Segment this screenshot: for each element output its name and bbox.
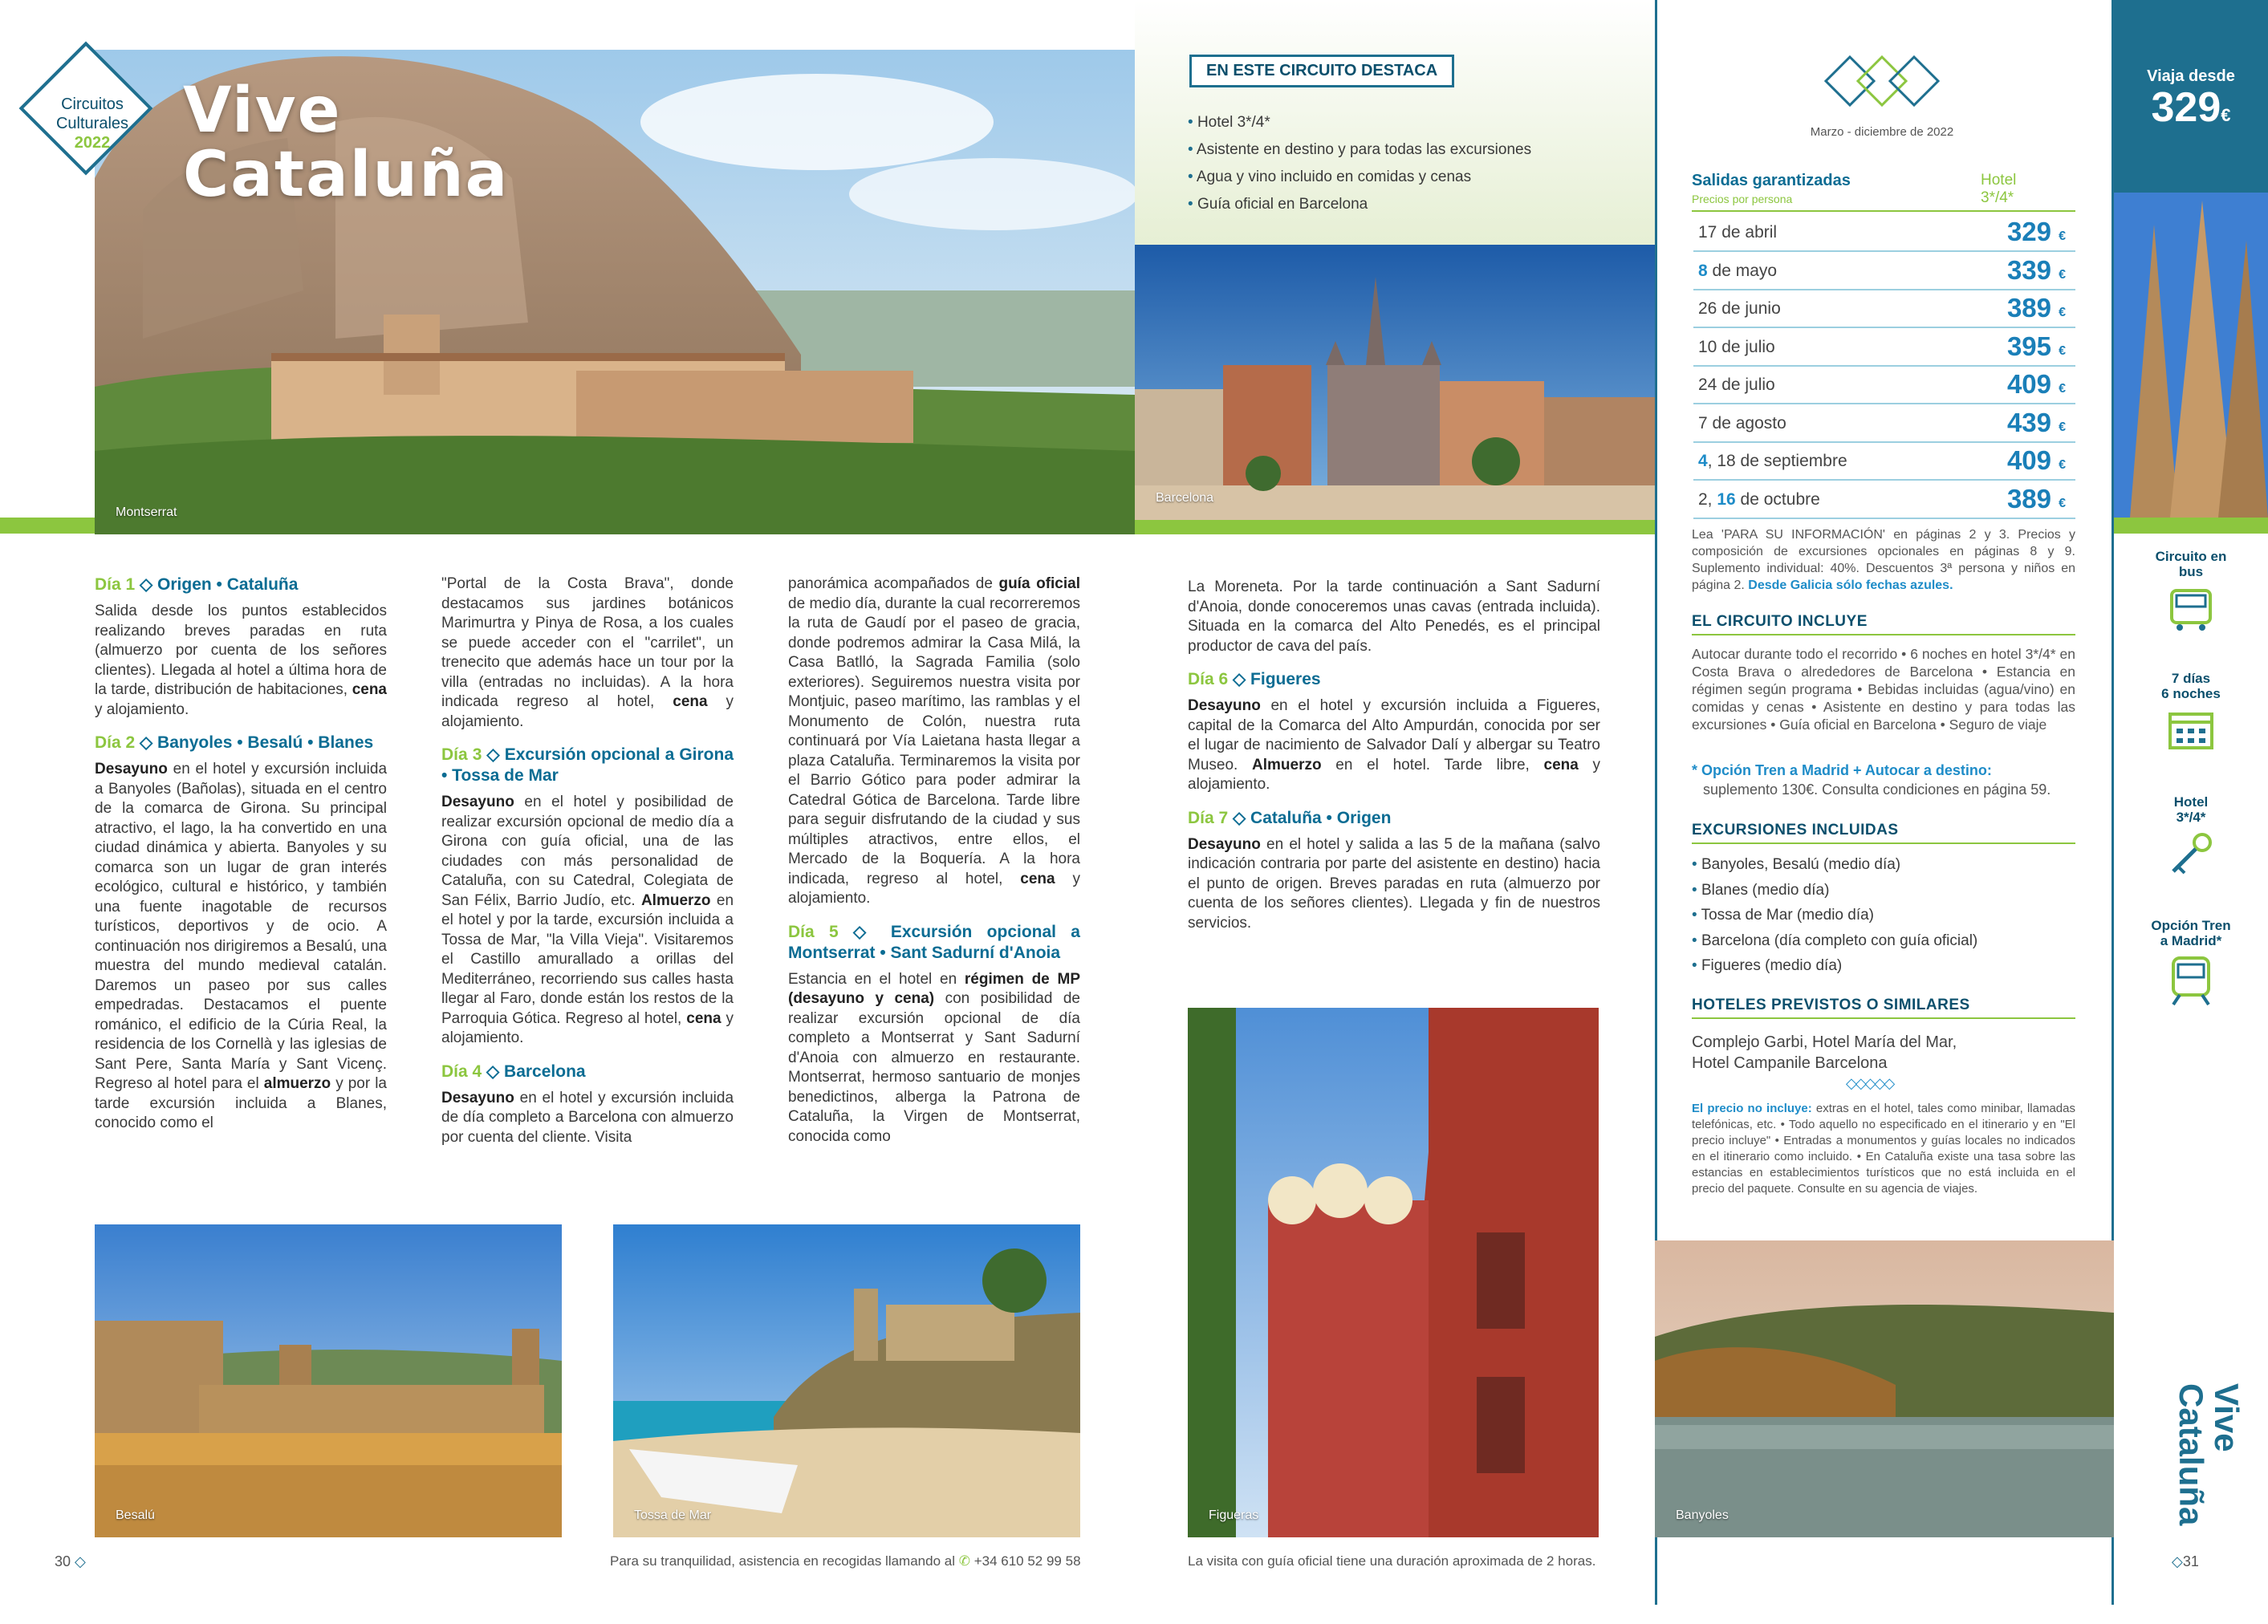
key-icon <box>2165 831 2217 876</box>
price-row-price: 439 <box>2006 407 2051 437</box>
day1-text: Salida desde los puntos establecidos realizando breves paradas en ruta (almuerzo por cuenta de los señores clientes). Llegada al hotel a última hora de la tarde, distribución de habitaciones, cena y alojamiento. <box>95 603 387 718</box>
salidas-subtitle: Precios por persona <box>1692 193 1793 205</box>
includes-title-line <box>1692 634 2075 635</box>
vertical-title-line1: Vive <box>2208 1383 2246 1452</box>
price-row-price: 339 <box>2006 254 2051 285</box>
caption-tossa: Tossa de Mar <box>634 1508 712 1522</box>
excursions-title: EXCURSIONES INCLUIDAS <box>1692 822 1899 838</box>
day6-heading: Día 6 ◇ Figueres <box>1188 670 1321 688</box>
day2-text: Desayuno en el hotel y excursión incluida a Banyoles (Bañolas), situada en el centro de la comarca de Girona. Su principal atractivo, el lago, la ha convertido en una ciudad dinámica y abierta. Banyoles y su comarca son un lugar de gran interés ecológico, cultural e histórico, y también una fuente inagotable de recursos turísticos, deportivos y de ocio. A continuación nos dirigiremos a Besalú, una muestra del mundo medieval catalán. Daremos un paseo por sus calles empedradas. Destacamos el puente románico, el edificio de la Cúria Real, la residencia de los Cornellà y las iglesias de Sant Pere, Santa María y Sant Vicenç. Regreso al hotel para el almuerzo y por la tarde excursión incluida a Blanes, conocido como el <box>95 761 388 1131</box>
bus-label: Circuito en bus <box>2155 549 2227 579</box>
day5-continuation: La Moreneta. Por la tarde continuación a Sant Sadurní d'Anoia, donde conoceremos unas cavas (entrada incluida). Situada en la comarca del Alto Penedés, es el principal productor de cava del país. <box>1188 579 1600 655</box>
circuitos-badge-text <box>32 95 152 152</box>
badge-year: 2022 <box>74 134 111 152</box>
day4-continuation: panorámica acompañados de guía oficial de medio día, durante la cual recorreremos la ruta de Gaudí por el paseo de gracia, donde podremos admirar la Casa Milá, la Casa Batlló, la Sagrada Familia (solo exteriores). Seguiremos nuestra visita por Montjuic, paseo marítimo, las ramblas y el Monumento de Colón, nuestra ruta continuará por Vía Laietana hasta llegar a plaza Cataluña. Terminaremos la visita por el Barrio Gótico para poder admirar la Catedral Gótica de Barcelona. Tarde libre para seguir disfrutando de la ciudad y sus múltiples atractivos, entre ellos, el Mercado de la Boquería. A la hora indicada, regreso al hotel, cena y alojamiento. <box>788 575 1080 907</box>
itinerary-column-2 <box>441 574 734 1160</box>
day2-continuation: "Portal de la Costa Brava", donde destacamos sus jardines botánicos Marimurtra y Pinya de Rosa, a los cuales se puede acceder con el "carrilet", un trenecito que además hace un tour por la villa (entradas no incluidas). A la hora indicada regreso al hotel, cena y alojamiento. <box>441 575 734 730</box>
highlights-list <box>1188 109 1531 218</box>
highlight-item: • Hotel 3*/4* <box>1188 109 1531 136</box>
price-row-date: 4, 18 de septiembre <box>1698 452 1847 470</box>
assistance-note: Para su tranquilidad, asistencia en recogidas llamando al ✆ +34 610 52 99 58 <box>610 1553 1081 1569</box>
diamond-divider-icon: ◇◇◇◇◇ <box>1846 1075 1894 1091</box>
page-number-left: 30 ◇ <box>55 1553 86 1569</box>
train-label: Opción Tren a Madrid* <box>2151 918 2231 948</box>
strip-green-band <box>2114 518 2268 534</box>
excursion-item: • Tossa de Mar (medio día) <box>1692 903 2075 928</box>
guide-duration-note: La visita con guía oficial tiene una duración aproximada de 2 horas. <box>1188 1553 1596 1569</box>
price-row-price: 389 <box>2006 293 2051 323</box>
itinerary-column-3 <box>788 574 1080 1159</box>
day3-text: Desayuno en el hotel y posibilidad de realizar excursión opcional de medio día a Girona con guía oficial, una de las ciudades con más personalidad de Cataluña, con su Catedral, Colegiata de San Félix, Barrio Judío, etc. Almuerzo en el hotel y por la tarde, excursión incluida a Tossa de Mar, "la Villa Vieja". Visitaremos el Castillo amurallado a orillas del Mediterráneo, recorriendo sus calles hasta llegar al Faro, donde están los restos de la Parroquia Gótica. Regreso al hotel, cena y alojamiento. <box>441 794 734 1046</box>
diamond-logo-icon <box>1822 53 1942 109</box>
price-row-currency: € <box>2059 306 2066 319</box>
caption-banyoles: Banyoles <box>1676 1508 1729 1522</box>
price-row-date: 24 de julio <box>1698 376 1775 394</box>
photo-sagrada-familia <box>2114 193 2268 518</box>
page-number-right: ◇31 <box>2172 1553 2199 1569</box>
price-row-currency: € <box>2059 496 2066 510</box>
price-row-price: 329 <box>2006 217 2051 246</box>
price-table-top-line <box>1692 210 2075 212</box>
page-title <box>183 75 510 211</box>
includes-text: Autocar durante todo el recorrido • 6 noches en hotel 3*/4* en Costa Brava o alrededores de Barcelona • Estancia en régimen según programa • Bebidas incluidas (agua/vino) en comidas y cenas • Asistente en destino y para todas las excursiones • Guía oficial en Barcelona • Seguro de viaje <box>1692 646 2075 733</box>
day5-text: Estancia en el hotel en régimen de MP (desayuno y cena) con posibilidad de realizar excursión opcional de día completo a Montserrat y Sant Sadurní d'Anoia con almuerzo en restaurante. Montserrat, hermoso santuario de monjes benedictinos, alberga la Patrona de Cataluña, la Virgen de Montserrat, conocida como <box>788 970 1080 1145</box>
period-text: Marzo - diciembre de 2022 <box>1810 125 1954 139</box>
price-row-currency: € <box>2059 420 2066 434</box>
price-row <box>1693 213 2075 252</box>
day3-heading: Día 3 ◇ Excursión opcional a Girona • Tossa de Mar <box>441 745 734 785</box>
from-label: Viaja desde <box>2147 67 2235 85</box>
highlight-item: • Asistente en destino y para todas las excursiones <box>1188 136 1531 164</box>
day4-text: Desayuno en el hotel y excursión incluida de día completo a Barcelona con almuerzo por cuenta del cliente. Visita <box>441 1089 734 1146</box>
excursion-item: • Figueres (medio día) <box>1692 953 2075 979</box>
hotel-column-header: Hotel 3*/4* <box>1981 172 2017 206</box>
photo-barcelona <box>1135 245 1655 520</box>
phone-icon: ✆ <box>958 1553 970 1569</box>
train-option: * Opción Tren a Madrid + Autocar a destino: suplemento 130€. Consulta condiciones en página 59. <box>1692 762 2051 798</box>
day6-text: Desayuno en el hotel y excursión incluida a Figueres, capital de la Comarca del Alto Ampurdán, conocida por ser el lugar de nacimiento de Salvador Dalí y albergar su Teatro Museo. Almuerzo en el hotel. Tarde libre, cena y alojamiento. <box>1188 697 1601 793</box>
price-row <box>1693 404 2075 443</box>
caption-besalu: Besalú <box>116 1508 155 1522</box>
excursions-list <box>1692 852 2075 979</box>
price-row-date: 7 de agosto <box>1698 413 1786 432</box>
price-row-currency: € <box>2059 458 2066 472</box>
badge-line1: Circuitos <box>61 95 124 113</box>
day1-heading: Día 1 ◇ Origen • Cataluña <box>95 575 299 594</box>
excursion-item: • Blanes (medio día) <box>1692 878 2075 903</box>
green-band-middle <box>1135 520 1655 534</box>
price-row-date: 10 de julio <box>1698 337 1775 356</box>
badge-line2: Culturales <box>55 115 129 132</box>
price-row-currency: € <box>2059 343 2066 358</box>
from-price: 329€ <box>2151 84 2231 131</box>
itinerary-column-4 <box>1188 578 1600 946</box>
caption-barcelona: Barcelona <box>1156 491 1214 505</box>
includes-title: EL CIRCUITO INCLUYE <box>1692 613 1868 630</box>
price-row-price: 389 <box>2006 483 2051 514</box>
day5-heading: Día 5 ◇ Excursión opcional a Montserrat • Sant Sadurní d'Anoia <box>788 922 1080 962</box>
green-band-left <box>0 518 95 534</box>
days-label: 7 días 6 noches <box>2161 671 2221 701</box>
price-row-currency: € <box>2059 267 2066 282</box>
day7-heading: Día 7 ◇ Cataluña • Origen <box>1188 808 1392 827</box>
price-row-currency: € <box>2059 382 2066 396</box>
title-line2: Cataluña <box>183 139 510 211</box>
price-row-price: 409 <box>2006 445 2051 475</box>
price-row <box>1693 481 2075 519</box>
excursion-item: • Barcelona (día completo con guía oficial) <box>1692 928 2075 954</box>
price-row <box>1693 366 2075 404</box>
train-icon <box>2165 955 2217 1006</box>
price-row-date: 26 de junio <box>1698 299 1781 318</box>
calendar-icon <box>2165 709 2217 751</box>
photo-tossa <box>613 1224 1080 1537</box>
hotels-text: Complejo Garbi, Hotel María del Mar, Hotel Campanile Barcelona <box>1692 1033 1957 1072</box>
highlights-heading: EN ESTE CIRCUITO DESTACA <box>1189 55 1454 87</box>
price-row <box>1693 290 2075 328</box>
bus-icon <box>2165 587 2217 632</box>
price-excludes: El precio no incluye: extras en el hotel, tales como minibar, llamadas telefónicas, etc. • Todo aquello no especificado en el itinerario y en "El precio incluye" • Entradas a monumentos y guías locales no indicados en el itinerario como incluido. • En Cataluña existe una tasa sobre las estancias en establecimientos turísticos que no está incluida en el precio del paquete. Consulte en su agencia de viajes. <box>1692 1102 2075 1196</box>
caption-montserrat: Montserrat <box>116 505 177 519</box>
hotel-label: Hotel 3*/4* <box>2173 794 2209 825</box>
day4-heading: Día 4 ◇ Barcelona <box>441 1062 586 1081</box>
price-row <box>1693 328 2075 367</box>
vertical-title-line2: Cataluña <box>2172 1383 2210 1526</box>
price-row-date: 2, 16 de octubre <box>1698 489 1820 509</box>
photo-figueras <box>1188 1008 1599 1537</box>
price-row-price: 395 <box>2006 331 2051 361</box>
price-row-date: 8 de mayo <box>1698 261 1778 280</box>
excursions-title-line <box>1692 842 2075 844</box>
title-line1: Vive <box>183 75 342 147</box>
hotels-title-line <box>1692 1017 2075 1019</box>
itinerary-column-1 <box>95 574 387 1147</box>
salidas-title: Salidas garantizadas <box>1692 172 1851 189</box>
price-row-currency: € <box>2059 229 2066 243</box>
price-row <box>1693 252 2075 290</box>
price-row-price: 409 <box>2006 369 2051 399</box>
day7-text: Desayuno en el hotel y salida a las 5 de la mañana (salvo indicación contraria por parte del asistente en destino) hacia el punto de origen. Breves paradas en ruta (almuerzo por cuenta de los señores clientes). Llegada y fin de nuestros servicios. <box>1188 835 1600 932</box>
highlight-item: • Guía oficial en Barcelona <box>1188 191 1531 218</box>
excursion-item: • Banyoles, Besalú (medio día) <box>1692 852 2075 878</box>
price-row <box>1693 442 2075 481</box>
price-row-date: 17 de abril <box>1698 223 1778 242</box>
hotels-title: HOTELES PREVISTOS O SIMILARES <box>1692 997 1970 1013</box>
photo-besalu <box>95 1224 562 1537</box>
caption-figueras: Figueras <box>1209 1508 1259 1522</box>
day2-heading: Día 2 ◇ Banyoles • Besalú • Blanes <box>95 733 374 752</box>
price-notes: Lea 'PARA SU INFORMACIÓN' en páginas 2 y 3. Precios y composición de excursiones opcionales en páginas 8 y 9. Suplemento individual: 40%. Descuentos 3ª persona y niños en página 2. Desde Galicia sólo fechas azules. <box>1692 528 2075 592</box>
photo-banyoles <box>1655 1240 2114 1537</box>
highlight-item: • Agua y vino incluido en comidas y cenas <box>1188 164 1531 191</box>
